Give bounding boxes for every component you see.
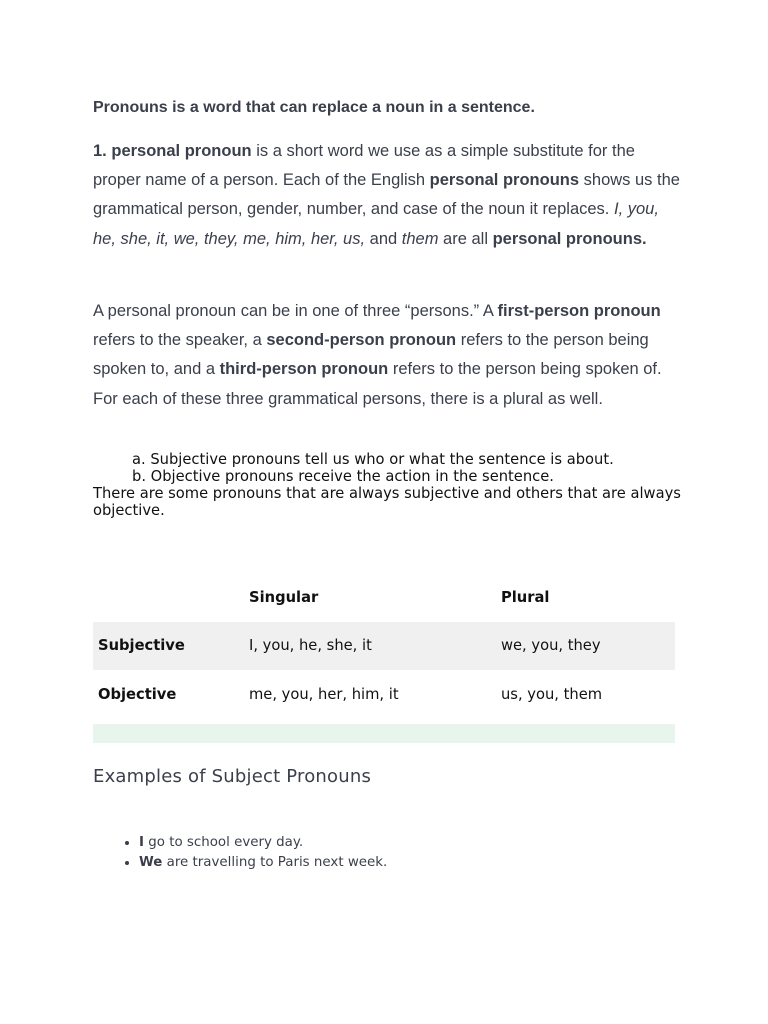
persons-paragraph xyxy=(93,297,683,414)
list-item xyxy=(139,833,387,853)
term-second-person: second-person pronoun xyxy=(266,331,457,350)
term-first-person: first-person pronoun xyxy=(497,302,661,320)
list-note: There are some pronouns that are always subjective and others that are always objective. xyxy=(93,485,681,519)
p1-text-3: and xyxy=(365,229,402,248)
definition-heading xyxy=(93,97,683,119)
table-header-singular: Singular xyxy=(249,588,319,606)
term-personal-pronouns: personal pronouns xyxy=(429,171,580,190)
p1-text-2: shows us the grammatical person, gender, number, and case of the noun it replaces. xyxy=(93,171,680,219)
examples-heading: Examples of Subject Pronouns xyxy=(93,766,372,787)
p2-text-1: A personal pronoun can be in one of three “persons.” A xyxy=(93,302,498,320)
term-personal-pronoun: personal pronoun xyxy=(111,142,252,160)
row-label-subjective: Subjective xyxy=(93,622,244,671)
table-header-empty xyxy=(93,573,244,622)
list-item-subjective: a. Subjective pronouns tell us who or what the sentence is about. xyxy=(132,451,614,468)
list-number: 1. xyxy=(93,142,112,160)
table-footer-bar xyxy=(93,724,675,743)
table-row xyxy=(93,622,675,671)
example-subject: I xyxy=(139,835,144,850)
p1-text-1: is a short word we use as a simple substitute for the proper name of a person. Each of the English xyxy=(93,142,635,190)
example-subject: We xyxy=(139,855,163,870)
term-personal-pronouns-end: personal pronouns. xyxy=(492,229,647,248)
table-row xyxy=(93,670,675,719)
personal-pronoun-paragraph xyxy=(93,137,683,254)
cell-objective-singular: me, you, her, him, it xyxy=(249,685,399,703)
definition-text: Pronouns is a word that can replace a noun in a sentence. xyxy=(93,99,535,116)
pronoun-them-italic: them xyxy=(401,229,439,248)
row-label-objective: Objective xyxy=(98,685,177,703)
p1-text-4: are all xyxy=(438,229,493,248)
term-third-person: third-person pronoun xyxy=(219,360,389,379)
cell-subjective-singular: I, you, he, she, it xyxy=(244,622,496,671)
p2-text-3: refers to the person being spoken to, and a xyxy=(93,331,649,379)
list-item xyxy=(139,853,387,873)
examples-list xyxy=(93,833,387,873)
example-rest: go to school every day. xyxy=(143,835,304,850)
cell-objective-plural: us, you, them xyxy=(501,685,603,703)
p2-text-4: refers to the person being spoken of. For each of these three grammatical persons, there is a plural as well. xyxy=(93,360,662,408)
table-header-plural: Plural xyxy=(501,588,550,606)
pronoun-table xyxy=(93,573,675,719)
list-item-objective: b. Objective pronouns receive the action in the sentence. xyxy=(132,468,554,485)
pronoun-type-list xyxy=(93,451,693,519)
p2-text-2: refers to the speaker, a xyxy=(93,331,267,350)
cell-subjective-plural: we, you, they xyxy=(496,622,675,671)
table-header-row xyxy=(93,573,675,622)
example-rest: are travelling to Paris next week. xyxy=(162,855,388,870)
pronoun-list-italic: I, you, he, she, it, we, they, me, him, her, us, xyxy=(93,200,659,248)
